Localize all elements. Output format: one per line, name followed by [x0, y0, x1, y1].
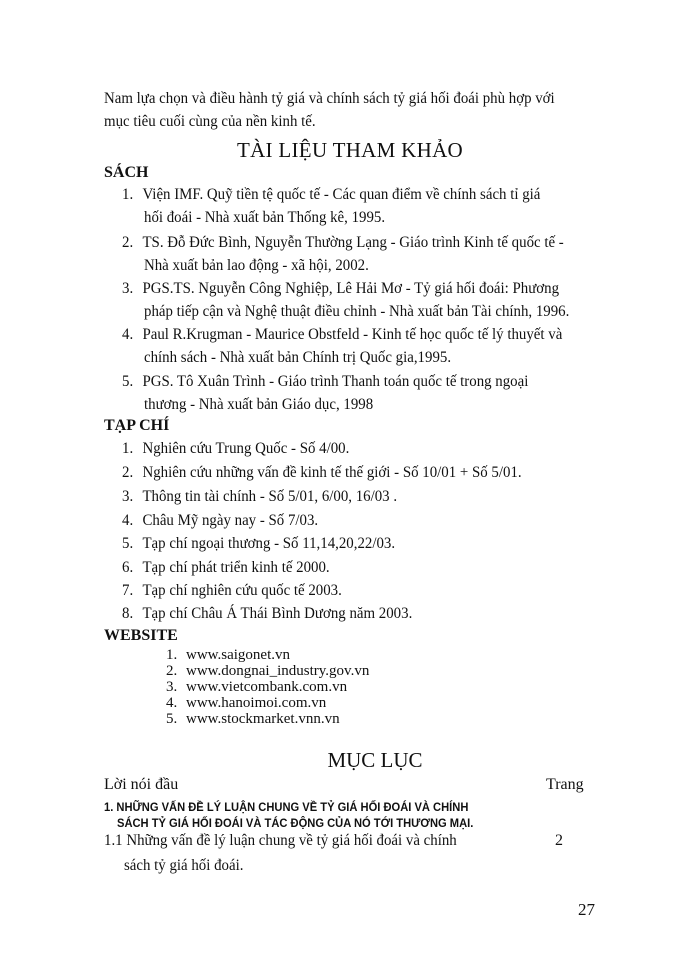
item-text: Tạp chí Châu Á Thái Bình Dương năm 2003. — [142, 605, 413, 622]
toc-section-1-line-2: SÁCH TỶ GIÁ HỐI ĐOÁI VÀ TÁC ĐỘNG CỦA NÓ TỚI THƯƠNG MẠI. — [117, 818, 474, 830]
toc-title: MỤC LỤC — [327, 748, 423, 772]
toc-entry-1-1-line-2: sách tỷ giá hối đoái. — [124, 857, 244, 874]
book-item-4 — [122, 326, 562, 344]
website-link[interactable]: www.saigonet.vn — [186, 647, 291, 663]
item-number: 4. — [122, 326, 134, 343]
item-text: Thông tin tài chính - Số 5/01, 6/00, 16/03 . — [142, 488, 398, 505]
item-text: PGS.TS. Nguyễn Công Nghiệp, Lê Hải Mơ - Tỷ giá hối đoái: Phương — [142, 280, 560, 297]
journal-item-1 — [122, 440, 349, 458]
book-item-3 — [122, 280, 559, 298]
toc-entry-preface: Lời nói đầu — [104, 776, 179, 793]
item-text: Paul R.Krugman - Maurice Obstfeld - Kinh tế học quốc tế lý thuyết và — [142, 326, 563, 343]
book-item-5-cont: thương - Nhà xuất bản Giáo dục, 1998 — [144, 396, 374, 413]
book-item-2-cont: Nhà xuất bản lao động - xã hội, 2002. — [144, 257, 369, 274]
item-number: 1. — [122, 186, 134, 203]
page-number: 27 — [578, 900, 595, 919]
book-item-4-cont: chính sách - Nhà xuất bản Chính trị Quốc gia,1995. — [144, 349, 452, 366]
toc-section-1-line-1: 1. NHỮNG VẤN ĐỀ LÝ LUẬN CHUNG VỀ TỶ GIÁ HỐI ĐOÁI VÀ CHÍNH — [104, 802, 469, 814]
website-link[interactable]: www.hanoimoi.com.vn — [186, 695, 327, 711]
journal-item-3 — [122, 488, 397, 506]
journal-item-8 — [122, 605, 412, 623]
website-link[interactable]: www.vietcombank.com.vn — [186, 679, 348, 695]
journal-item-6 — [122, 559, 330, 577]
journals-heading: TẠP CHÍ — [104, 417, 170, 434]
item-number: 2. — [122, 234, 134, 251]
toc-entry-1-1-page: 2 — [555, 832, 563, 849]
toc-entry-1-1-line-1: 1.1 Những vấn đề lý luận chung về tỷ giá hối đoái và chính — [104, 832, 457, 849]
references-title: TÀI LIỆU THAM KHẢO — [236, 138, 464, 162]
item-number: 6. — [122, 559, 134, 576]
toc-page-label: Trang — [546, 776, 584, 793]
website-item-1 — [166, 647, 290, 664]
item-text: Châu Mỹ ngày nay - Số 7/03. — [142, 512, 319, 529]
journal-item-5 — [122, 535, 395, 553]
item-text: Nghiên cứu Trung Quốc - Số 4/00. — [142, 440, 350, 457]
intro-line-1: Nam lựa chọn và điều hành tỷ giá và chính sách tỷ giá hối đoái phù hợp với — [104, 90, 555, 107]
book-item-1 — [122, 186, 540, 204]
item-number: 5. — [166, 711, 178, 727]
item-number: 3. — [122, 280, 134, 297]
website-item-5 — [166, 711, 340, 728]
website-link[interactable]: www.dongnai_industry.gov.vn — [186, 663, 370, 679]
item-text: Viện IMF. Quỹ tiền tệ quốc tế - Các quan điểm về chính sách tỉ giá — [142, 186, 541, 203]
journal-item-2 — [122, 464, 522, 482]
journal-item-4 — [122, 512, 318, 530]
item-text: Nghiên cứu những vấn đề kinh tế thế giới - Số 10/01 + Số 5/01. — [142, 464, 522, 481]
item-number: 8. — [122, 605, 134, 622]
website-link[interactable]: www.stockmarket.vnn.vn — [186, 711, 340, 727]
item-number: 3. — [122, 488, 134, 505]
item-number: 5. — [122, 373, 134, 390]
item-number: 5. — [122, 535, 134, 552]
book-item-5 — [122, 373, 528, 391]
journal-item-7 — [122, 582, 342, 600]
website-item-3 — [166, 679, 347, 696]
item-text: Tạp chí phát triển kinh tế 2000. — [142, 559, 330, 576]
item-number: 1. — [122, 440, 134, 457]
item-text: Tạp chí nghiên cứu quốc tế 2003. — [142, 582, 342, 599]
item-text: PGS. Tô Xuân Trình - Giáo trình Thanh toán quốc tế trong ngoại — [142, 373, 529, 390]
website-item-4 — [166, 695, 326, 712]
item-number: 2. — [122, 464, 134, 481]
book-item-3-cont: pháp tiếp cận và Nghệ thuật điều chỉnh - Nhà xuất bản Tài chính, 1996. — [144, 303, 570, 320]
item-number: 2. — [166, 663, 178, 679]
books-heading: SÁCH — [104, 164, 149, 181]
item-number: 4. — [122, 512, 134, 529]
item-number: 3. — [166, 679, 178, 695]
item-number: 1. — [166, 647, 178, 663]
website-item-2 — [166, 663, 369, 680]
website-heading: WEBSITE — [104, 627, 178, 644]
book-item-1-cont: hối đoái - Nhà xuất bản Thống kê, 1995. — [144, 209, 386, 226]
item-number: 4. — [166, 695, 178, 711]
item-number: 7. — [122, 582, 134, 599]
intro-line-2: mục tiêu cuối cùng của nền kinh tế. — [104, 113, 316, 130]
item-text: TS. Đỗ Đức Bình, Nguyễn Thường Lạng - Giáo trình Kinh tế quốc tế - — [142, 234, 564, 251]
book-item-2 — [122, 234, 564, 252]
item-text: Tạp chí ngoại thương - Số 11,14,20,22/03. — [142, 535, 396, 552]
